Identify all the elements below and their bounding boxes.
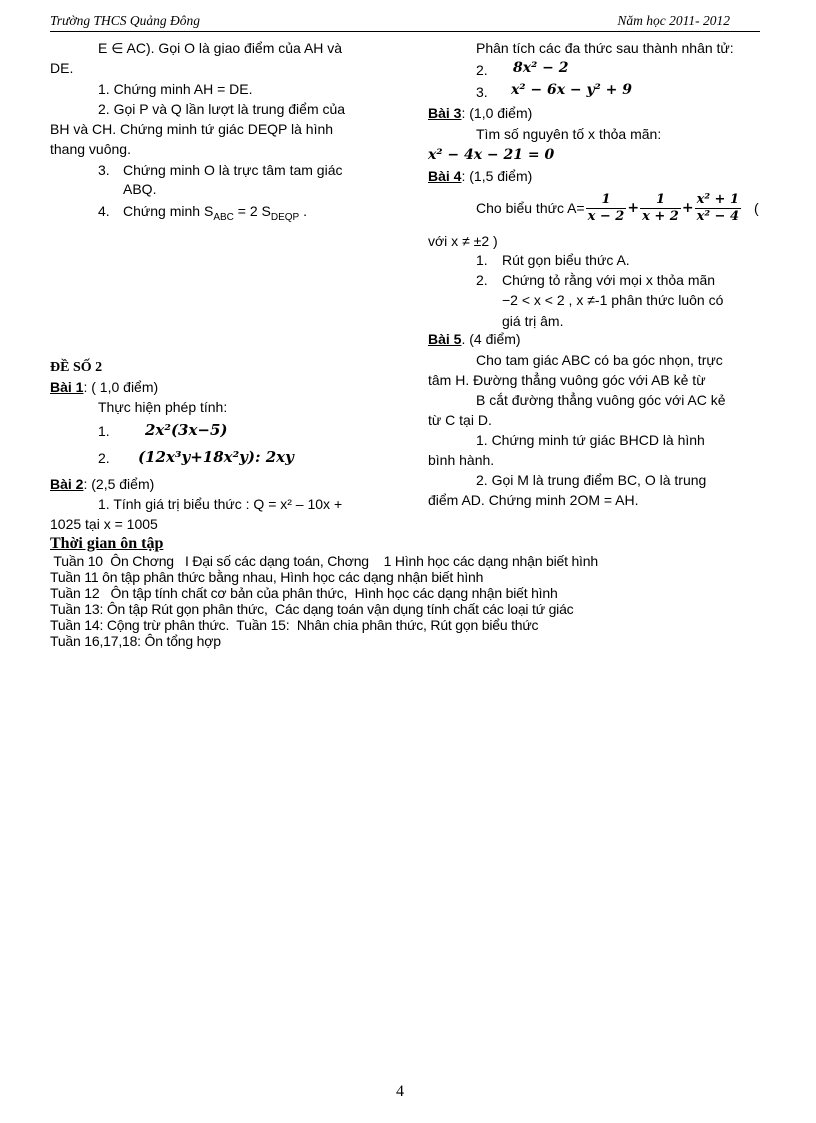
bai4-q1: Rút gọn biểu thức A. — [502, 252, 630, 268]
area-text-a: Chứng minh S — [123, 203, 214, 219]
bai3-line-1: Tìm số nguyên tố x thỏa mãn: — [476, 126, 662, 142]
bai5-line-6: bình hành. — [428, 452, 495, 468]
fraction-1-num: 1 — [586, 192, 627, 209]
schedule-row: Tuần 12 Ôn tập tính chất cơ bản của phân thức, Hình học các dạng nhận biết hình — [50, 585, 558, 601]
bai2-line-2: 1025 tại x = 1005 — [50, 516, 158, 532]
bai3-score: : (1,0 điểm) — [461, 105, 533, 121]
list-number-3: 3. — [98, 162, 110, 178]
area-text-c: . — [299, 203, 307, 219]
left-line-1: E ∈ AC). Gọi O là giao điểm của AH và — [98, 40, 343, 56]
bai5-line-4: từ C tại D. — [428, 412, 492, 428]
fraction-3-den: x² − 4 — [696, 208, 740, 224]
bai2-line-1: 1. Tính giá trị biểu thức : Q = x² – 10x + — [98, 496, 343, 512]
bai3-heading — [428, 105, 532, 121]
bai1-heading — [50, 379, 158, 395]
fraction-2-den: x + 2 — [642, 208, 679, 224]
bai4-q2-number: 2. — [476, 272, 488, 288]
bai2-score: : (2,5 điểm) — [83, 476, 155, 492]
expr1-number: 1. — [98, 423, 110, 439]
poly-3: x² − 6x − y² + 9 — [511, 82, 633, 98]
left-line-8: ABQ. — [123, 181, 157, 197]
bai4-q2-line-3: giá trị âm. — [502, 313, 564, 329]
schedule-row: Tuần 13: Ôn tập Rút gọn phân thức, Các dạng toán vận dụng tính chất các loại tứ giác — [50, 601, 574, 617]
schedule-row: Tuần 14: Cộng trừ phân thức. Tuần 15: Nhân chia phân thức, Rút gọn biểu thức — [50, 617, 539, 633]
left-line-7: Chứng minh O là trực tâm tam giác — [123, 162, 343, 178]
right-line-1: Phân tích các đa thức sau thành nhân tử: — [476, 40, 734, 56]
fraction-1 — [586, 192, 627, 225]
sub-deqp: DEQP — [270, 211, 300, 223]
list-number-4: 4. — [98, 203, 110, 219]
bai4-label: Bài 4 — [428, 168, 462, 184]
left-line-5: BH và CH. Chứng minh tứ giác DEQP là hình — [50, 121, 334, 137]
bai1-instruction: Thực hiện phép tính: — [98, 399, 228, 415]
page-header — [50, 13, 760, 32]
bai5-line-7: 2. Gọi M là trung điểm BC, O là trung — [476, 472, 707, 488]
bai4-q2-line-1: Chứng tỏ rằng với mọi x thỏa mãn — [502, 272, 716, 288]
sub-abc: ABC — [213, 211, 234, 223]
expr2-number: 2. — [98, 450, 110, 466]
fraction-2-num: 1 — [640, 192, 681, 209]
bai5-line-3: B cắt đường thẳng vuông góc với AC kẻ — [476, 392, 726, 408]
page-number: 4 — [396, 1083, 404, 1100]
bai5-line-1: Cho tam giác ABC có ba góc nhọn, trực — [476, 352, 723, 368]
bai4-heading — [428, 168, 532, 184]
left-line-9 — [123, 203, 307, 223]
school-name: Trường THCS Quảng Đông — [50, 13, 200, 28]
bai5-line-2: tâm H. Đường thẳng vuông góc với AB kẻ từ — [428, 372, 706, 388]
plus-sign-1: + — [627, 200, 640, 216]
bai5-heading — [428, 331, 521, 347]
fraction-3 — [695, 192, 741, 225]
fraction-1-den: x − 2 — [587, 208, 625, 224]
bai4-q1-number: 1. — [476, 252, 488, 268]
expression-a — [476, 186, 759, 230]
bai4-intro: Cho biểu thức A= — [476, 200, 585, 216]
fraction-3-num: x² + 1 — [696, 191, 740, 207]
plus-sign-2: + — [681, 200, 694, 216]
schedule-row: Tuần 10 Ôn Chơng I Đại số các dạng toán, Chơng 1 Hình học các dạng nhận biết hình — [50, 553, 598, 569]
bai5-score: . (4 điểm) — [461, 331, 521, 347]
schedule-row: Tuần 11 ôn tập phân thức bằng nhau, Hình học các dạng nhận biết hình — [50, 569, 484, 585]
schedule-row: Tuần 16,17,18: Ôn tổng hợp — [50, 633, 221, 649]
schedule-title: Thời gian ôn tập — [50, 535, 164, 552]
bai4-score: : (1,5 điểm) — [461, 168, 533, 184]
left-line-3: 1. Chứng minh AH = DE. — [98, 81, 253, 97]
left-line-6: thang vuông. — [50, 141, 131, 157]
bai3-label: Bài 3 — [428, 105, 462, 121]
bai1-score: : ( 1,0 điểm) — [83, 379, 159, 395]
expr2: (12x³y+18x²y): 2xy — [138, 448, 294, 466]
bai5-label: Bài 5 — [428, 331, 462, 347]
school-year: Năm học 2011- 2012 — [617, 13, 730, 28]
left-line-2: DE. — [50, 60, 74, 76]
poly-number-2: 2. — [476, 62, 488, 78]
bai4-q2-line-2: −2 < x < 2 , x ≠-1 phân thức luôn có — [502, 292, 724, 308]
schedule-list — [50, 553, 598, 649]
bai3-equation: x² − 4x − 21 = 0 — [428, 147, 555, 163]
bai2-label: Bài 2 — [50, 476, 84, 492]
area-text-b: = 2 S — [233, 203, 271, 219]
bai5-line-8: điểm AD. Chứng minh 2OM = AH. — [428, 492, 639, 508]
bai1-label: Bài 1 — [50, 379, 84, 395]
poly-2: 8x² − 2 — [513, 60, 569, 76]
open-paren: ( — [754, 200, 759, 216]
poly-number-3: 3. — [476, 84, 488, 100]
bai5-line-5: 1. Chứng minh tứ giác BHCD là hình — [476, 432, 705, 448]
de-so-2-title: ĐỀ SỐ 2 — [50, 360, 103, 375]
fraction-2 — [640, 192, 681, 225]
expr1: 2x²(3x−5) — [145, 421, 228, 439]
left-line-4: 2. Gọi P và Q lần lượt là trung điểm của — [98, 101, 346, 117]
bai4-condition: với x ≠ ±2 ) — [428, 233, 498, 249]
bai2-heading — [50, 476, 154, 492]
